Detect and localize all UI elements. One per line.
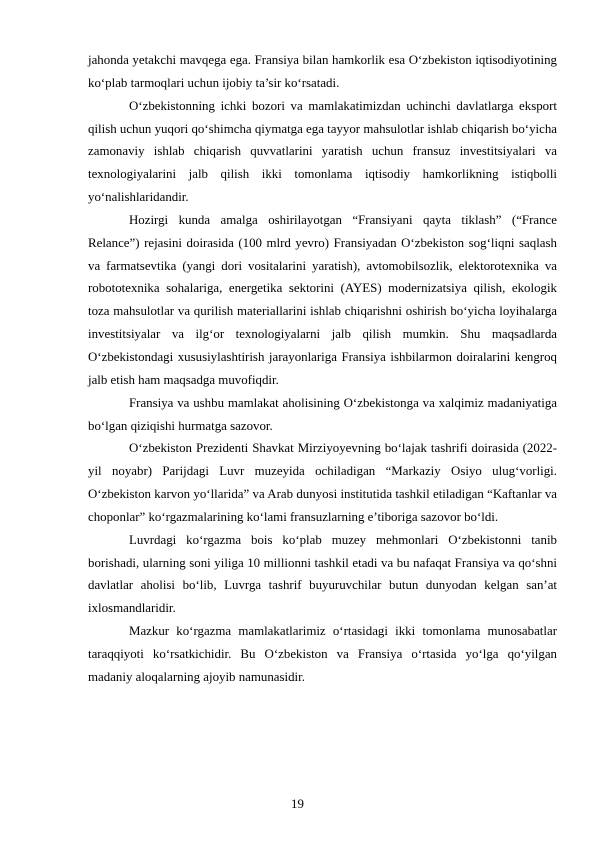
page-number: 19 bbox=[291, 797, 304, 811]
paragraph-4: Fransiya va ushbu mamlakat aholisining O‘zbekistonga va xalqimiz madaniyatiga bo‘lgan qiziqishi hurmatga sazovor. bbox=[88, 395, 557, 433]
paragraph-2: O‘zbekistonning ichki bozori va mamlakatimizdan uchinchi davlatlarga eksport qilish uchun yuqori qo‘shimcha qiymatga ega tayyor mahsulotlar ishlab chiqarish bo‘yicha zamonaviy ishlab chiqarish quvvatlarini yaratish uchun fransuz investitsiyalari va texnologiyalarini jalb qilish ikki tomonlama iqtisodiy hamkorlikning istiqbolli yo‘nalishlaridandir. bbox=[88, 98, 557, 205]
paragraph-1: jahonda yetakchi mavqega ega. Fransiya bilan hamkorlik esa O‘zbekiston iqtisodiyotining ko‘plab tarmoqlari uchun ijobiy ta’sir ko‘rsatadi. bbox=[88, 53, 557, 90]
paragraph-7: Mazkur ko‘rgazma mamlakatlarimiz o‘rtasidagi ikki tomonlama munosabatlar taraqqiyoti ko‘rsatkichidir. Bu O‘zbekiston va Fransiya o‘rtasida yo‘lga qo‘yilgan madaniy aloqalarning ajoyib namunasidir. bbox=[88, 624, 557, 684]
paragraph-6: Luvrdagi ko‘rgazma bois ko‘plab muzey mehmonlari O‘zbekistonni tanib borishadi, ularning soni yiliga 10 millionni tashkil etadi va bu nafaqat Fransiya va qo‘shni davlatlar aholisi bo‘lib, Luvrga tashrif buyuruvchilar butun dunyodan kelgan san’at ixlosmandlaridir. bbox=[88, 532, 557, 616]
page-body bbox=[88, 49, 557, 689]
paragraph-5: O‘zbekiston Prezidenti Shavkat Mirziyoyevning bo‘lajak tashrifi doirasida (2022-yil noyabr) Parijdagi Luvr muzeyida ochiladigan “Markaziy Osiyo ulug‘vorligi. O‘zbekiston karvon yo‘llarida” va Arab dunyosi institutida tashkil etiladigan “Kaftanlar va choponlar” ko‘rgazmalarining ko‘lami fransuzlarning e’tiboriga sazovor bo‘ldi. bbox=[88, 441, 557, 524]
paragraph-3: Hozirgi kunda amalga oshirilayotgan “Fransiyani qayta tiklash” (“France Relance”) rejasini doirasida (100 mlrd yevro) Fransiyadan O‘zbekiston sog‘liqni saqlash va farmatsevtika (yangi dori vositalarini yaratish), avtomobilsozlik, elektorotexnika va robototexnika sohalariga, energetika sektorini (AYES) modernizatsiya qilish, ekologik toza mahsulotlar va qurilish materiallarini ishlab chiqarishni oshirish bo‘yicha loyihalarga investitsiyalar va ilg‘or texnologiyalarni jalb qilish mumkin. Shu maqsadlarda O‘zbekistondagi xususiylashtirish jarayonlariga Fransiya ishbilarmon doiralarini kengroq jalb etish ham maqsadga muvofiqdir. bbox=[88, 212, 557, 387]
